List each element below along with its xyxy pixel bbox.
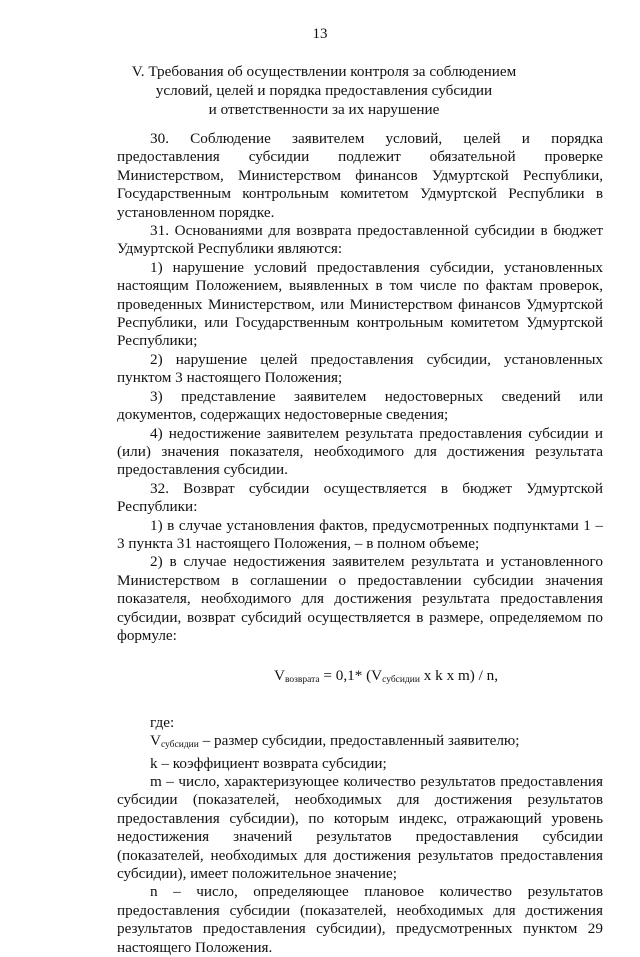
paragraph-31: 31. Основаниями для возврата предоставленной субсидии в бюджет Удмуртской Республики являются: xyxy=(117,222,603,258)
paragraph-31-item-4: 4) недостижение заявителем результата предоставления субсидии и (или) значения показателя, необходимого для достижения результата предоставления субсидии. xyxy=(117,424,603,479)
definition-n: n – число, определяющее плановое количество результатов предоставления субсидии (показателей, необходимых для достижения результатов предоставления субсидии), предусмотренных пунктом 29 настоящего Положения. xyxy=(117,883,603,956)
definition-k: k – коэффициент возврата субсидии; xyxy=(150,754,387,772)
document-body xyxy=(117,130,603,957)
paragraph-30: 30. Соблюдение заявителем условий, целей и порядка предоставления субсидии подлежит обязательной проверке Министерством, Министерством финансов Удмуртской Республики, Государственным контрольным комитетом Удмуртской Республики в установленном порядке. xyxy=(117,130,603,221)
paragraph-32-item-2: 2) в случае недостижения заявителем результата и установленного Министерством в соглашении о предоставлении субсидии значения показателя, необходимого для достижения результата предоставления субсидии, возврат субсидий осуществляется в размере, определяемом по формуле: xyxy=(117,553,603,644)
formula-vs-subscript: субсидии xyxy=(382,675,420,686)
formula-v-subscript: возврата xyxy=(284,675,320,686)
paragraph-32-item-1: 1) в случае установления фактов, предусмотренных подпунктами 1 – 3 пункта 31 настоящего Положения, – в полном объеме; xyxy=(117,516,603,552)
paragraph-31-item-1: 1) нарушение условий предоставления субсидии, установленных настоящим Положением, выявленных в том числе по фактам проверок, проведенных Министерством, или Министерством финансов Удмуртской Республики, или Государственным контрольным комитетом Удмуртской Республики; xyxy=(117,258,603,350)
paragraph-31-item-2: 2) нарушение целей предоставления субсидии, установленных пунктом 3 настоящего Положения; xyxy=(117,350,603,387)
section-heading xyxy=(118,62,530,119)
refund-formula xyxy=(169,667,603,689)
paragraph-31-item-3: 3) представление заявителем недостоверных сведений или документов, содержащих недостоверные сведения; xyxy=(117,387,603,424)
definition-m: m – число, характеризующее количество результатов предоставления субсидии (показателей, необходимых для достижения результатов предоставления субсидии), по которым индекс, отражающий уровень недостижения значений результатов предоставления субсидии (показателей, необходимых для достижения результатов предоставления субсидии), имеет положительное значение; xyxy=(117,773,603,883)
formula-v: V xyxy=(273,667,285,685)
paragraph-32: 32. Возврат субсидии осуществляется в бюджет Удмуртской Республики: xyxy=(117,479,603,516)
page-number: 13 xyxy=(312,26,328,42)
where-label: где: xyxy=(150,713,175,731)
heading-line-3: и ответственности за их нарушение xyxy=(208,101,440,118)
formula-middle: = 0,1* (V xyxy=(319,667,383,685)
def-v-subscript: субсидии xyxy=(160,740,199,751)
heading-line-2: условий, целей и порядка предоставления субсидии xyxy=(155,82,493,99)
formula-tail: x k x m) / n, xyxy=(419,667,499,685)
heading-line-1: V. Требования об осуществлении контроля за соблюдением xyxy=(131,63,517,80)
def-v-text: – размер субсидии, предоставленный заявителю; xyxy=(198,732,520,750)
definition-v-subsidy xyxy=(117,732,603,754)
def-v-symbol: V xyxy=(150,732,161,750)
